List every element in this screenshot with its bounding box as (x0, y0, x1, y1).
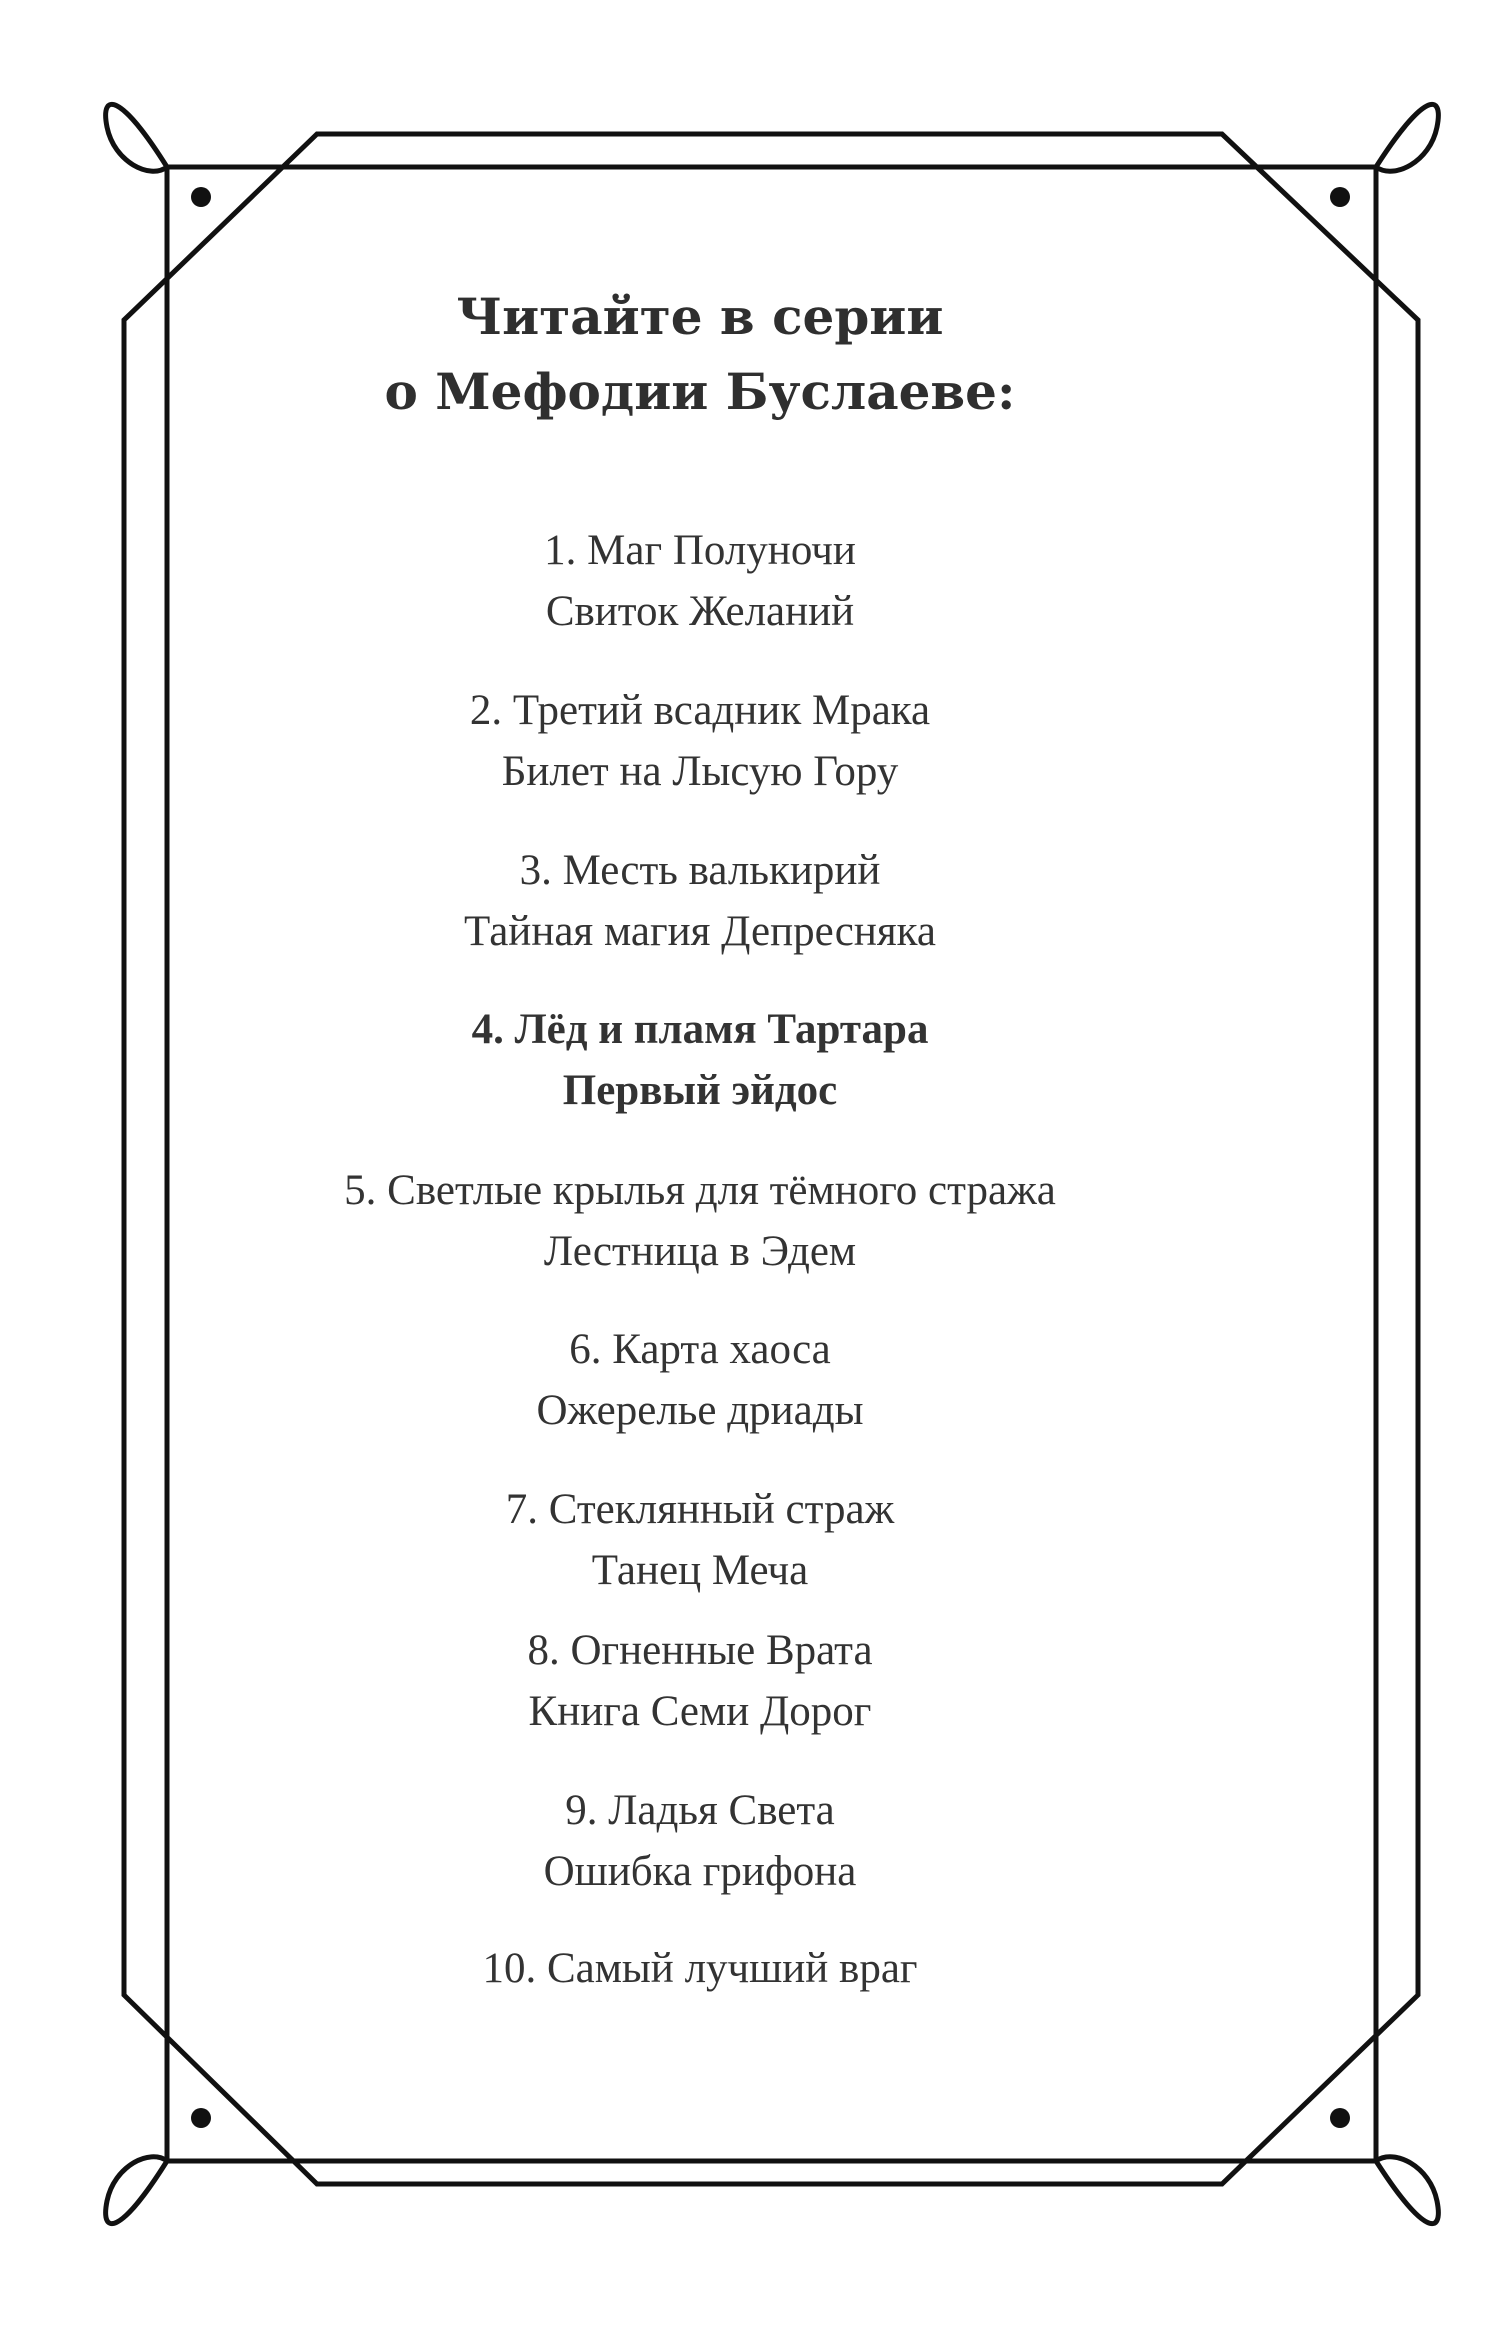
frame-loop-top-right (1376, 104, 1438, 171)
book-title: 9. Ладья Света (565, 1787, 835, 1834)
book-subtitle: Книга Семи Дорог (528, 1688, 872, 1735)
book-subtitle: Первый эйдос (562, 1067, 838, 1114)
book-subtitle: Ошибка грифона (543, 1848, 857, 1895)
book-subtitle: Билет на Лысую Гору (501, 748, 899, 795)
book-subtitle: Ожерелье дриады (536, 1387, 864, 1434)
book-title: 7. Стеклянный страж (505, 1486, 895, 1533)
book-subtitle: Лестница в Эдем (543, 1228, 857, 1275)
frame-dot-bottom-right (1330, 2108, 1350, 2128)
frame-dot-bottom-left (191, 2108, 211, 2128)
book-title: 4. Лёд и пламя Тартара (471, 1006, 929, 1053)
book-title: 10. Самый лучший враг (482, 1945, 918, 1992)
frame-loop-bottom-right (1376, 2157, 1438, 2224)
frame-loop-bottom-left (106, 2157, 167, 2224)
book-title: 5. Светлые крылья для тёмного стража (344, 1167, 1056, 1214)
book-subtitle: Танец Меча (591, 1547, 809, 1594)
book-title: 2. Третий всадник Мрака (469, 687, 931, 734)
frame-dot-top-left (191, 187, 211, 207)
frame-loop-top-left (106, 104, 167, 171)
book-title: 6. Карта хаоса (569, 1326, 831, 1373)
book-title: 8. Огненные Врата (527, 1627, 873, 1674)
heading-line-1: Читайте в серии (456, 287, 944, 346)
book-title: 3. Месть валькирий (519, 847, 881, 894)
heading-line-2: о Мефодии Буслаеве: (384, 362, 1016, 421)
book-subtitle: Тайная магия Депресняка (464, 908, 936, 955)
book-title: 1. Маг Полуночи (544, 527, 856, 574)
book-subtitle: Свиток Желаний (545, 588, 855, 635)
frame-dot-top-right (1330, 187, 1350, 207)
